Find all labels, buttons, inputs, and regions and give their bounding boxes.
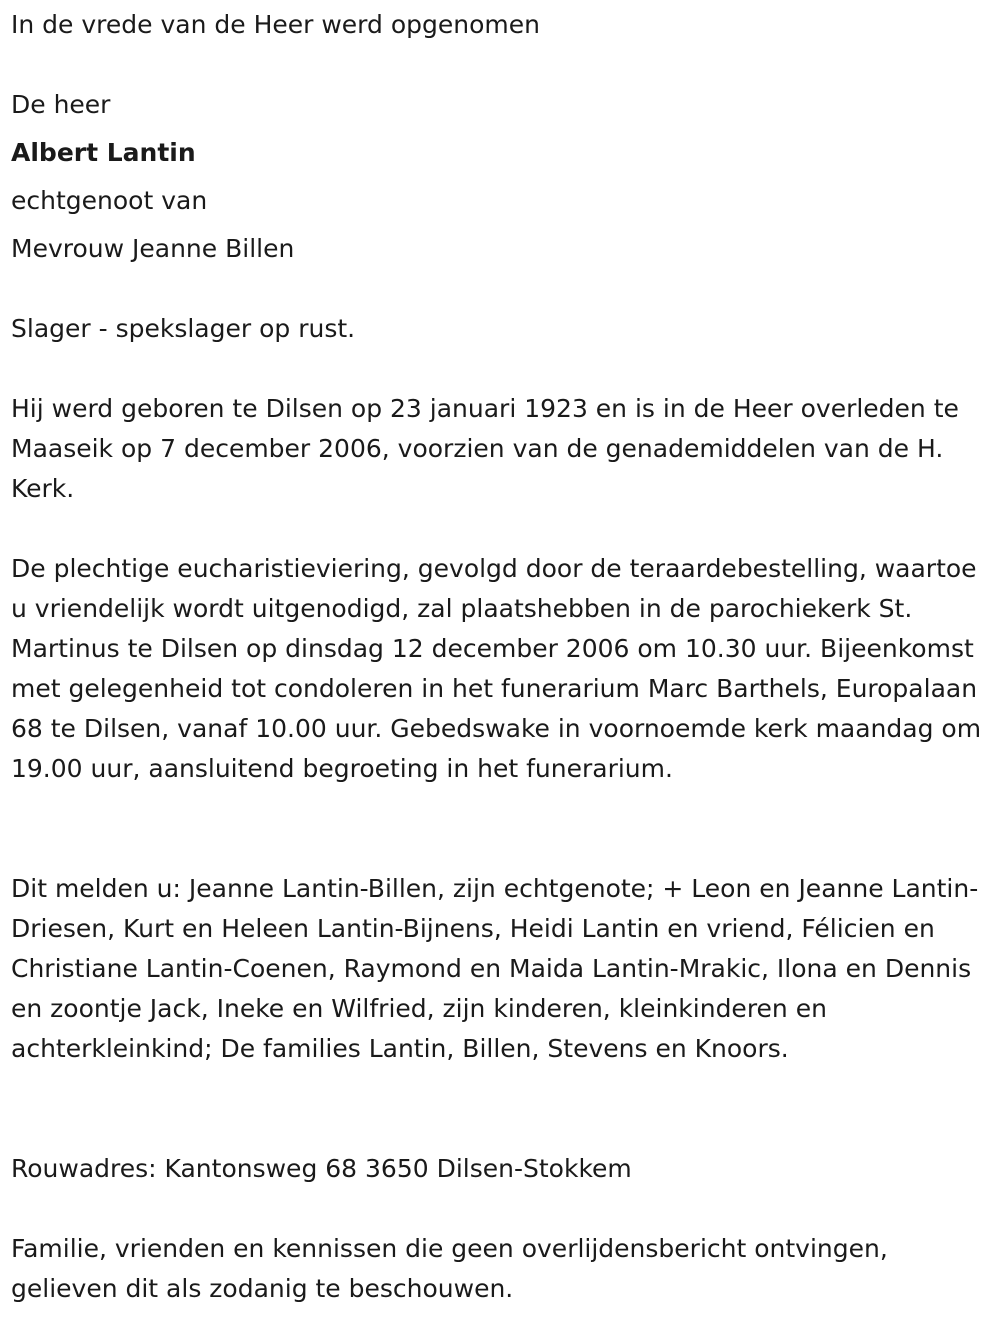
birth-death-paragraph: Hij werd geboren te Dilsen op 23 januari 1923 en is in de Heer overleden te Maaseik op 7 december 2006, voorzien van de genademiddelen van de H. Kerk.: [11, 394, 959, 503]
deceased-name: Albert Lantin: [11, 138, 196, 167]
spouse-name: Mevrouw Jeanne Billen: [11, 234, 295, 263]
salutation: De heer: [11, 90, 111, 119]
profession-line: Slager - spekslager op rust.: [11, 314, 356, 343]
ceremony-paragraph: De plechtige eucharistieviering, gevolgd door de teraardebestelling, waartoe u vriendelijk wordt uitgenodigd, zal plaatshebben in de parochiekerk St. Martinus te Dilsen op dinsdag 12 december 2006 om 10.30 uur. Bijeenkomst met gelegenheid tot condoleren in het funerarium Marc Barthels, Europalaan 68 te Dilsen, vanaf 10.00 uur. Gebedswake in voornoemde kerk maandag om 19.00 uur, aansluitend begroeting in het funerarium.: [11, 554, 982, 783]
mourning-address: Rouwadres: Kantonsweg 68 3650 Dilsen-Stokkem: [11, 1154, 632, 1183]
intro-line: In de vrede van de Heer werd opgenomen: [11, 10, 540, 39]
closing-paragraph: Familie, vrienden en kennissen die geen overlijdensbericht ontvingen, gelieven dit als zodanig te beschouwen.: [11, 1234, 888, 1303]
relation-line: echtgenoot van: [11, 186, 208, 215]
family-paragraph: Dit melden u: Jeanne Lantin-Billen, zijn echtgenote; + Leon en Jeanne Lantin-Driesen, Kurt en Heleen Lantin-Bijnens, Heidi Lantin en vriend, Félicien en Christiane Lantin-Coenen, Raymond en Maida Lantin-Mrakic, Ilona en Dennis en zoontje Jack, Ineke en Wilfried, zijn kinderen, kleinkinderen en achterkleinkind; De families Lantin, Billen, Stevens en Knoors.: [11, 874, 979, 1063]
